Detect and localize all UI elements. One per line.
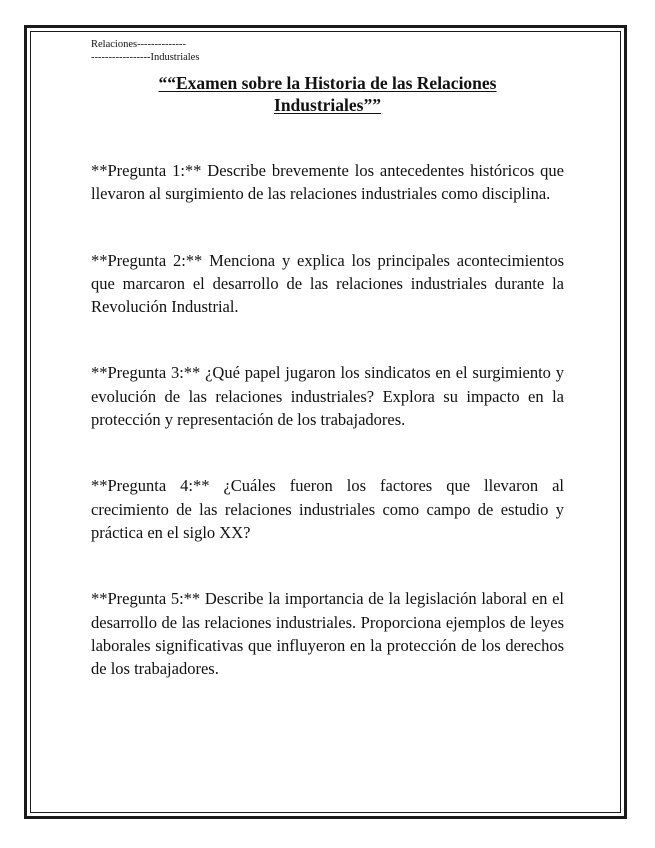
document-title: ““Examen sobre la Historia de las Relaciones Industriales””	[158, 73, 497, 115]
question-3: **Pregunta 3:** ¿Qué papel jugaron los sindicatos en el surgimiento y evolución de las relaciones industriales? Explora su impacto en la protección y representación de los trabajadores.	[91, 363, 564, 430]
question-4: **Pregunta 4:** ¿Cuáles fueron los factores que llevaron al crecimiento de las relaciones industriales como campo de estudio y práctica en el siglo XX?	[91, 476, 564, 542]
question-1: **Pregunta 1:** Describe brevemente los antecedentes históricos que llevaron al surgimiento de las relaciones industriales como disciplina.	[91, 161, 564, 204]
question-2: **Pregunta 2:** Menciona y explica los principales acontecimientos que marcaron el desarrollo de las relaciones industriales durante la Revolución Industrial.	[91, 250, 564, 317]
document-body	[91, 38, 564, 680]
header-line-2: -----------------Industriales	[91, 52, 200, 63]
question-5: **Pregunta 5:** Describe la importancia de la legislación laboral en el desarrollo de las relaciones industriales. Proporciona ejemplos de leyes laborales significativas que influyeron en la protección de los derechos de los trabajadores.	[91, 589, 564, 679]
header-line-1: Relaciones--------------	[91, 39, 187, 50]
